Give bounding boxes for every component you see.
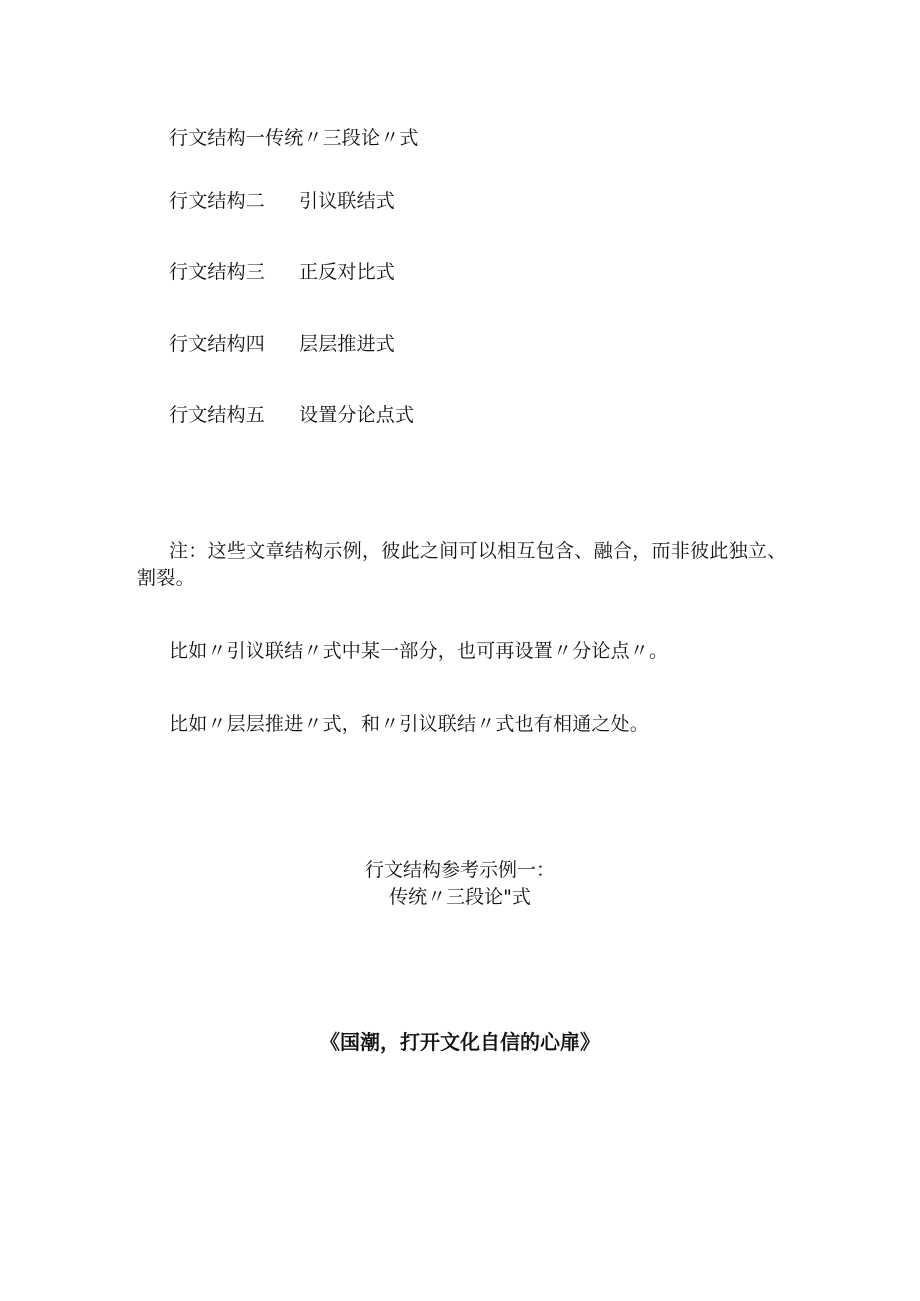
structure-item-2 [169, 188, 395, 214]
essay-title: 《国潮，打开文化自信的心扉》 [320, 1030, 600, 1054]
structure-item-1-text: 行文结构一传统〃三段论〃式 [169, 127, 419, 149]
structure-item-5-label: 行文结构五 [169, 404, 266, 426]
structure-item-4-label: 行文结构四 [169, 333, 266, 355]
reference-heading: 行文结构参考示例一： [364, 859, 555, 881]
structure-item-2-value: 引议联结式 [299, 190, 396, 212]
note-paragraph: 注：这些文章结构示例，彼此之间可以相互包含、融合，而非彼此独立、割裂。 [137, 540, 787, 589]
note-example-2 [169, 711, 649, 737]
structure-item-4 [169, 331, 395, 357]
note-example-2-text: 比如〃层层推进〃式，和〃引议联结〃式也有相通之处。 [169, 713, 650, 735]
note-example-1 [169, 638, 668, 664]
structure-item-3 [169, 259, 395, 285]
reference-subheading: 传统〃三段论"式 [389, 886, 531, 908]
structure-item-1 [169, 125, 419, 151]
structure-item-3-label: 行文结构三 [169, 261, 266, 283]
structure-item-3-value: 正反对比式 [299, 261, 396, 283]
structure-item-4-value: 层层推进式 [299, 333, 396, 355]
structure-item-5 [169, 402, 414, 428]
structure-item-2-label: 行文结构二 [169, 190, 266, 212]
note-example-1-text: 比如〃引议联结〃式中某一部分，也可再设置〃分论点〃。 [169, 640, 669, 662]
structure-item-5-value: 设置分论点式 [299, 404, 415, 426]
